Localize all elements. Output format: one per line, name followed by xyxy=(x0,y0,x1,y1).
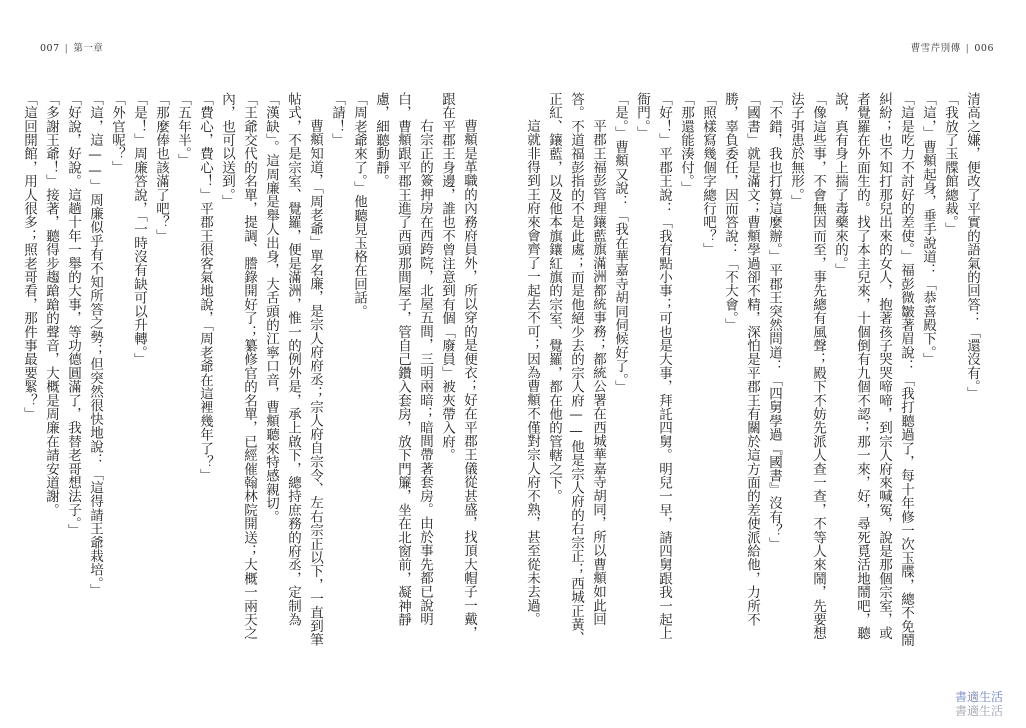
left-page-header xyxy=(40,40,103,54)
paragraph: 「王爺交代的名單，提調、謄錄開好了；纂修官的名單，已經催翰林院開送；大概一兩天之內，也可以送到。」 xyxy=(219,92,257,640)
paragraph: 右宗正的簽押房在西跨院，北屋五間，三明兩暗；暗間帶著套房。由於事先都已說明白，曹頫跟平郡王進了西頭那間屋子，管自己鑽入套房，放下門簾，坐在北窗前，凝神靜慮，細聽動靜。 xyxy=(373,92,433,627)
watermark-line: 書適生活 xyxy=(954,704,1003,718)
paragraph: 清高之嫌，便改了平實的語氣的回答：「還沒有。」 xyxy=(964,92,980,401)
page-number: 007 xyxy=(40,43,60,54)
chapter-title: 第一章 xyxy=(73,43,104,54)
paragraph: 曹頫知道，「周老爺」單名廉，是宗人府府丞；宗人府自宗令、左右宗正以下，一直到筆帖式，不是宗室、覺羅，便是滿洲，惟一的例外是，承上啟下，總持庶務的府丞，定制為「漢缺」。這周廉是舉人出身，大舌頭的江寧口音，曹頫聽來特感親切。 xyxy=(263,92,323,647)
paragraph: 「國書」就是滿文；曹頫學過卻不精，深怕是平郡王有關於這方面的差使派給他，力所不勝，辜負委任，因而答說：「不大會。」 xyxy=(722,92,760,627)
paragraph: 「我放了玉牒館總裁。」 xyxy=(942,92,958,236)
paragraph: 「是！」周廉答說，「一時沒有缺可以升轉。」 xyxy=(131,92,147,367)
page-number: 006 xyxy=(974,43,994,54)
right-page-header xyxy=(911,40,994,54)
header-separator: | xyxy=(965,43,970,54)
paragraph: 「這，」曹頫起身，垂手說道：「恭喜殿下。」 xyxy=(920,92,936,367)
paragraph: 「是。」曹頫又說：「我在華嘉寺胡同伺候好了。」 xyxy=(612,92,628,394)
paragraph: 「像這些事，不會無因而至，事先總有風聲；殿下不妨先派人查一查，不等人來鬧，先要想法子弭患於無形。」 xyxy=(788,92,826,640)
watermark-line: 書適生活 xyxy=(954,690,1003,704)
paragraph: 平郡王福彭管理鑲藍旗滿洲都統事務；都統公署在西城華嘉寺胡同，所以曹頫如此回答。不道福彭指的不是此處；而是他絕少去的宗人府——他是宗人府的右宗正；西城正黃、正紅、鑲藍，以及他本旗鑲紅旗的宗室、覺羅，都在他的管轄之下。 xyxy=(546,92,606,645)
paragraph: 「好說，好說。這趟十年一舉的大事，等功德圓滿了，我替老哥想法子。」 xyxy=(65,92,81,538)
paragraph: 「外官呢？」 xyxy=(109,92,125,175)
paragraph: 「五年半。」 xyxy=(175,92,191,168)
paragraph: 「這，這——」周廉似乎有不知所答之勢；但突然很快地說：「這得請王爺栽培。」 xyxy=(87,92,103,598)
paragraph: 「好！」平郡王說：「我有點小事；可也是大事，拜託四舅。明兒一早，請四舅跟我一起上衙門。」 xyxy=(634,92,672,640)
paragraph: 曹頫是革職的內務府員外，所以穿的是便衣；好在平郡王儀從甚盛，找頂大帽子一戴，跟在平郡王身邊，誰也不曾注意到有個「廢員」被夾帶入府。 xyxy=(439,92,477,640)
header-separator: | xyxy=(64,43,69,54)
watermark-logo xyxy=(946,690,1012,718)
paragraph: 「不錯，我也打算這麼辦。」平郡王突然問道：「四舅學過『國書』沒有？」 xyxy=(766,92,782,552)
paragraph: 「那麼俸也該滿了吧？」 xyxy=(153,92,169,243)
paragraph: 「周老爺來了。」他聽見玉格在回話。 xyxy=(351,92,367,319)
right-page-body xyxy=(524,92,983,652)
paragraph: 「那還能湊付。」 xyxy=(678,92,694,195)
paragraph: 這就非得到王府來會齊了一起去不可；因為曹頫不僅對宗人府不熟，甚至從未去過。 xyxy=(524,119,540,626)
left-page-body xyxy=(21,92,480,652)
paragraph: 「這回開館，用人很多；照老哥看，那件事最要緊？」 xyxy=(21,92,37,421)
right-page xyxy=(513,0,1026,728)
paragraph: 「費心，費心！」平郡王很客氣地說，「周老爺在這裡幾年了？」 xyxy=(197,92,213,483)
paragraph: 「多謝王爺！」接著，聽得步趨蹌蹌的聲音，大概是周廉在請安道謝。 xyxy=(43,92,59,517)
paragraph: 「照樣寫幾個字總行吧？」 xyxy=(700,92,716,257)
paragraph: 「請！」 xyxy=(329,92,345,147)
book-title: 曹雪芹別傳 xyxy=(910,43,961,54)
paragraph: 「這是吃力不討好的差使。」福彭微皺著眉說：「我打聽過了，每十年修一次玉牒，總不免鬧糾紛；也不知打那兒出來的女人，抱著孩子哭哭啼啼，到宗人府來喊冤，說是那個宗室，或者覺羅在外面生的。找了本主兒來，十個倒有九個不認；那一來，好，尋死覓活地鬧吧，聽說，真有身上揣了毒藥來的。」 xyxy=(832,92,914,647)
